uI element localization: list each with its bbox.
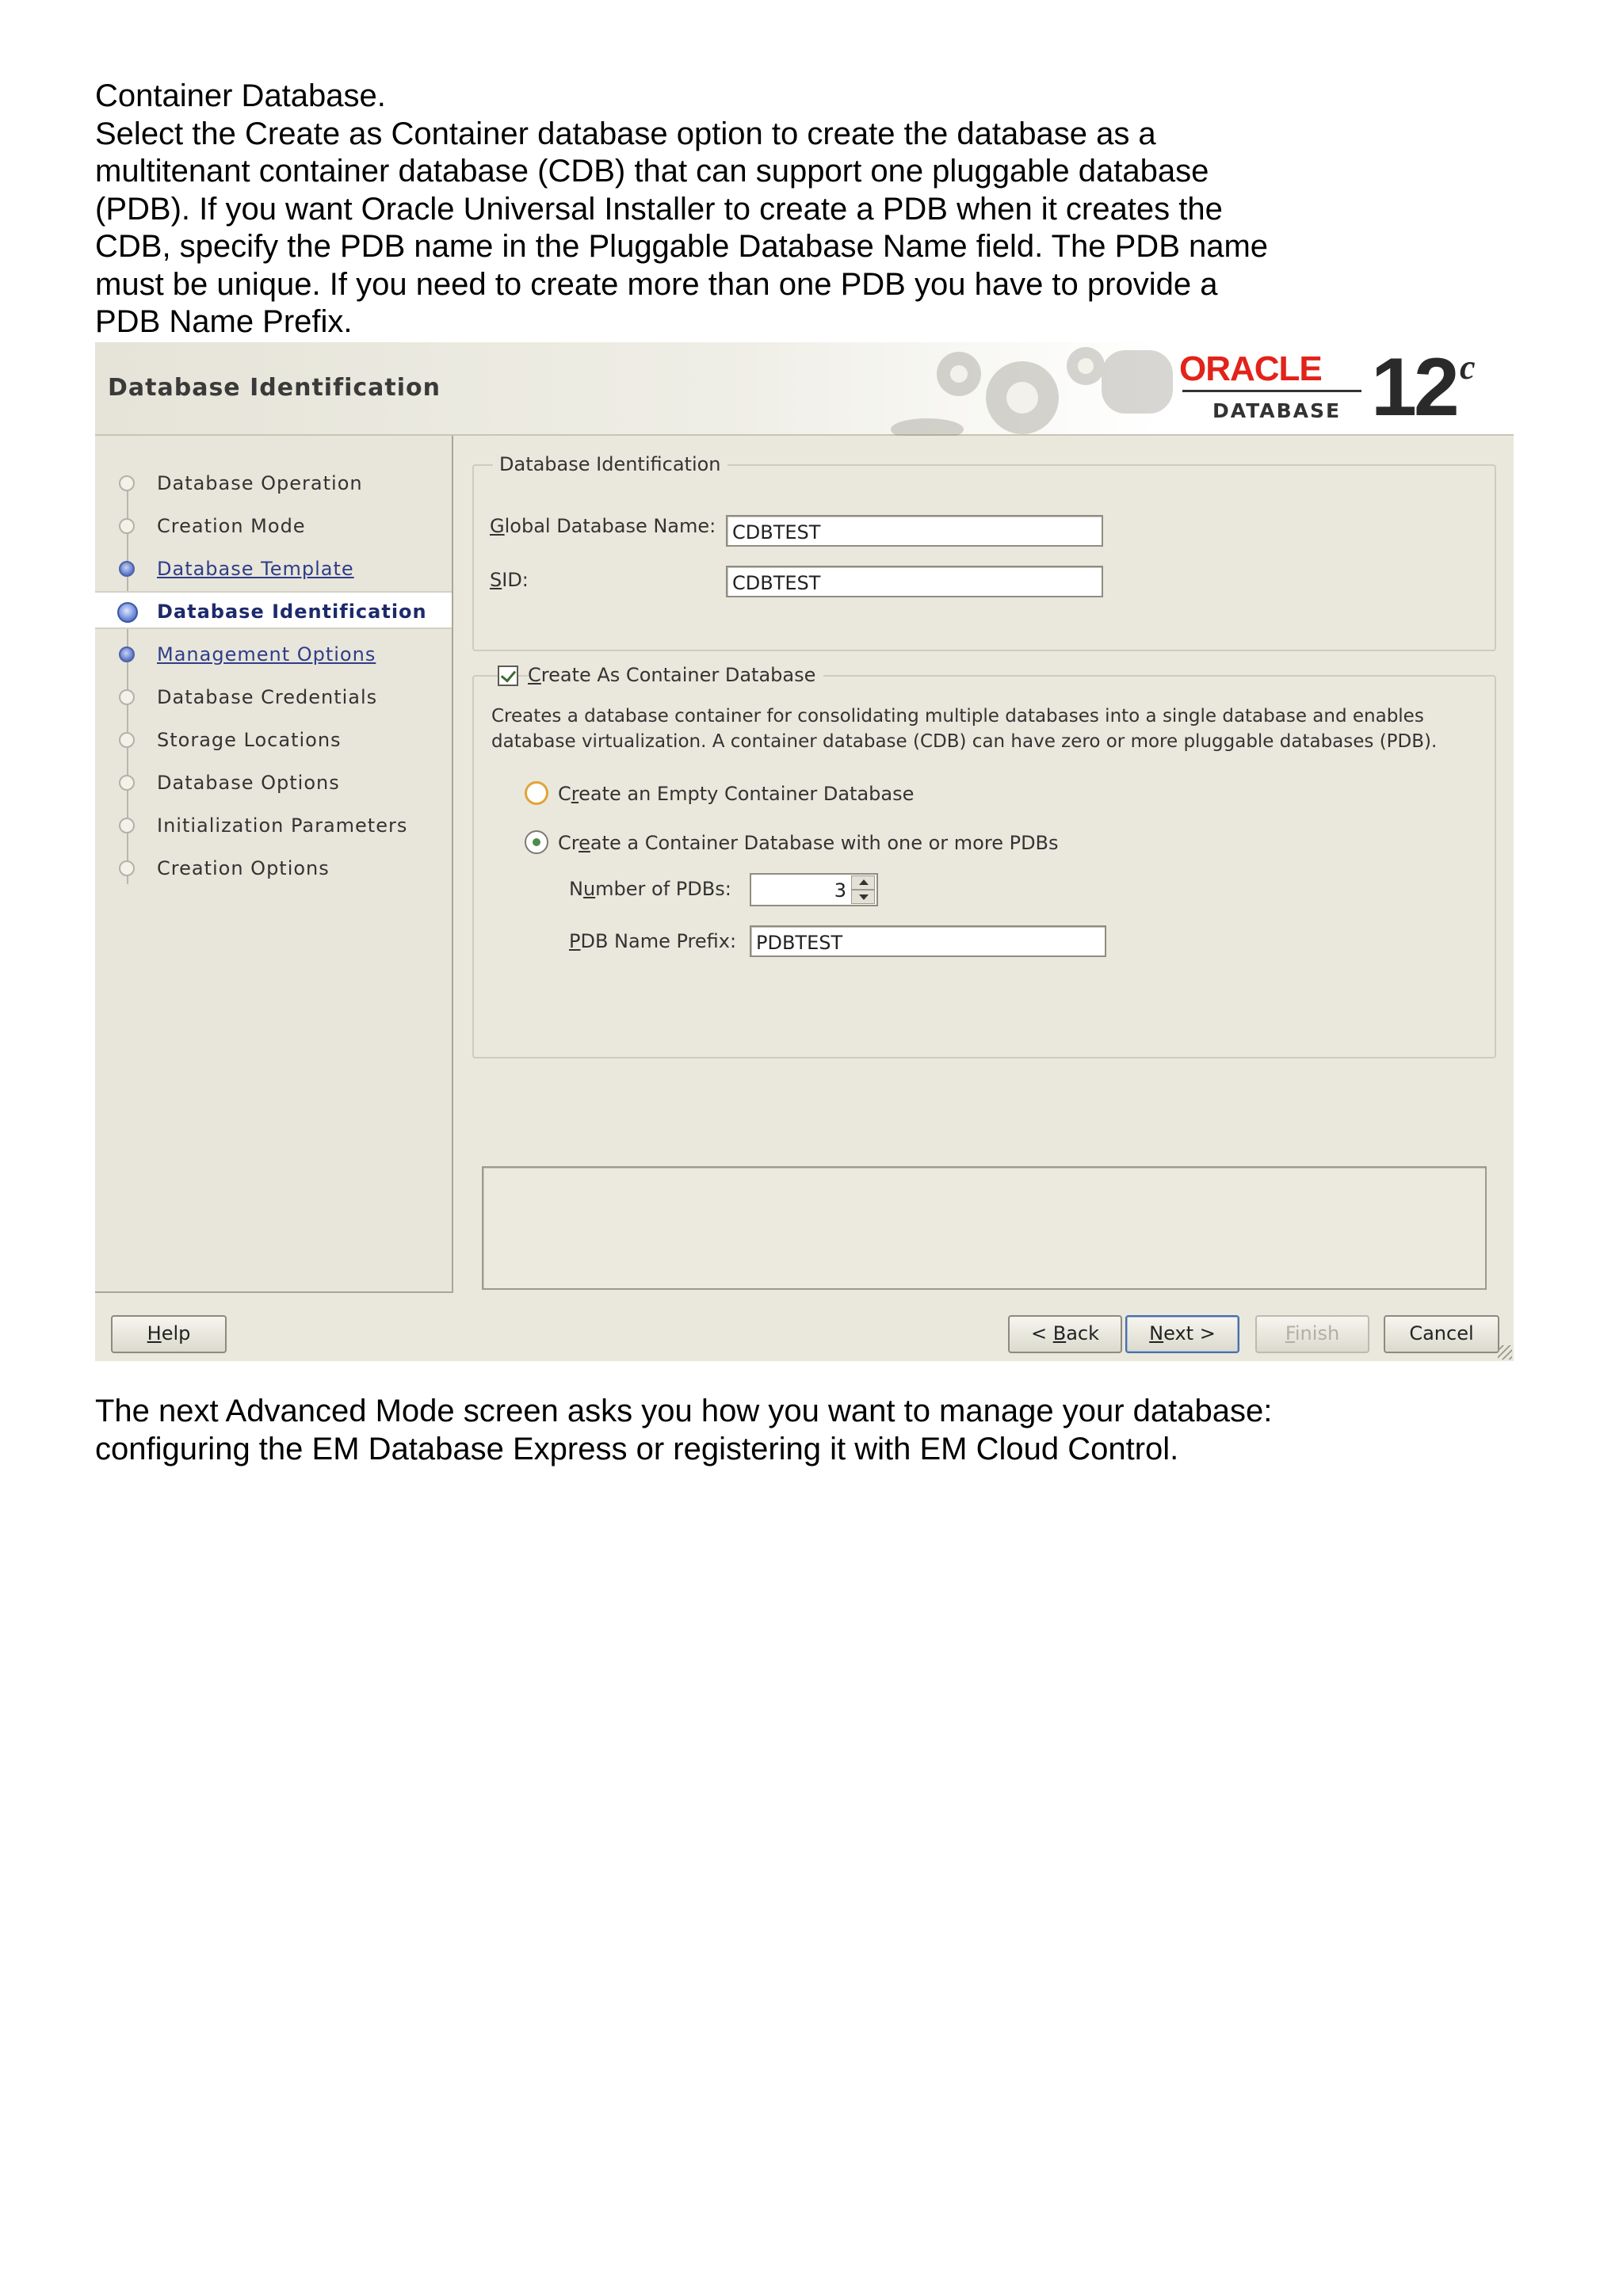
intro-line: must be unique. If you need to create more than one PDB you have to provide a bbox=[95, 266, 1218, 302]
step-database-credentials bbox=[95, 678, 452, 716]
spin-down-icon[interactable] bbox=[851, 890, 875, 904]
identification-group-title: Database Identification bbox=[493, 453, 727, 475]
logo-divider bbox=[1182, 390, 1361, 392]
back-button[interactable]: < Back bbox=[1008, 1315, 1122, 1353]
step-label: Creation Mode bbox=[157, 515, 306, 537]
global-database-name-input[interactable]: CDBTEST bbox=[726, 515, 1103, 547]
intro-line: CDB, specify the PDB name in the Pluggable Database Name field. The PDB name bbox=[95, 229, 1269, 264]
intro-line: (PDB). If you want Oracle Universal Installer to create a PDB when it creates the bbox=[95, 191, 1223, 227]
create-container-label[interactable]: Create As Container Database bbox=[528, 664, 823, 686]
spin-up-icon[interactable] bbox=[851, 875, 875, 890]
step-database-operation bbox=[95, 464, 452, 502]
help-button[interactable]: Help bbox=[111, 1315, 227, 1353]
step-label: Database Identification bbox=[157, 601, 427, 623]
logo-version: 12 bbox=[1371, 342, 1457, 433]
step-dot-icon bbox=[119, 561, 135, 577]
num-pdbs-spinner[interactable] bbox=[750, 873, 878, 906]
empty-container-radio[interactable] bbox=[525, 781, 548, 805]
step-initialization-parameters bbox=[95, 807, 452, 845]
empty-container-label[interactable]: Create an Empty Container Database bbox=[558, 783, 915, 805]
container-description: Creates a database container for consolidating multiple databases into a single database and enables database virtualization. A container database (CDB) can have zero or more pluggable databases (PDB). bbox=[491, 706, 1438, 752]
intro-line: multitenant container database (CDB) that can support one pluggable database bbox=[95, 154, 1209, 189]
step-storage-locations bbox=[95, 721, 452, 759]
step-label: Creation Options bbox=[157, 857, 330, 879]
step-dot-icon bbox=[119, 689, 135, 705]
pdb-prefix-label: PDB Name Prefix: bbox=[569, 930, 737, 952]
num-pdbs-label: Number of PDBs: bbox=[569, 878, 731, 900]
step-label: Database Operation bbox=[157, 472, 363, 494]
step-dot-icon bbox=[119, 818, 135, 833]
logo-product: DATABASE bbox=[1212, 399, 1342, 422]
step-creation-mode bbox=[95, 507, 452, 545]
next-button[interactable]: Next > bbox=[1125, 1315, 1239, 1353]
oracle-logo-text: ORACLE bbox=[1179, 350, 1322, 385]
step-dot-icon bbox=[119, 646, 135, 662]
container-with-pdbs-label[interactable]: Create a Container Database with one or more PDBs bbox=[558, 832, 1059, 854]
step-dot-icon bbox=[119, 775, 135, 791]
message-area bbox=[482, 1166, 1487, 1290]
sid-label: SID: bbox=[490, 569, 529, 591]
finish-button: Finish bbox=[1255, 1315, 1369, 1353]
global-name-label: Global Database Name: bbox=[490, 515, 716, 537]
step-dot-icon bbox=[119, 475, 135, 491]
step-dot-icon bbox=[119, 518, 135, 534]
outro-line: configuring the EM Database Express or registering it with EM Cloud Control. bbox=[95, 1431, 1179, 1466]
step-current-icon bbox=[117, 602, 138, 623]
oracle-logo bbox=[1179, 350, 1365, 385]
step-database-options bbox=[95, 764, 452, 802]
installer-window bbox=[95, 342, 1514, 1361]
sid-input[interactable]: CDBTEST bbox=[726, 566, 1103, 597]
step-management-options[interactable] bbox=[95, 635, 452, 673]
intro-line: PDB Name Prefix. bbox=[95, 304, 353, 339]
identification-group bbox=[472, 453, 1496, 651]
step-label[interactable]: Database Template bbox=[157, 558, 354, 580]
step-database-template[interactable] bbox=[95, 550, 452, 588]
step-label: Initialization Parameters bbox=[157, 814, 408, 837]
container-with-pdbs-radio[interactable] bbox=[525, 830, 548, 854]
create-container-checkbox[interactable] bbox=[498, 666, 518, 686]
outro-line: The next Advanced Mode screen asks you how you want to manage your database: bbox=[95, 1394, 1273, 1428]
step-label: Database Options bbox=[157, 772, 340, 794]
intro-line: Container Database. bbox=[95, 78, 386, 113]
step-label: Storage Locations bbox=[157, 729, 342, 751]
window-header bbox=[95, 342, 1514, 436]
num-pdbs-value[interactable]: 3 bbox=[834, 879, 846, 902]
intro-paragraph bbox=[95, 78, 1331, 341]
step-database-identification bbox=[95, 591, 452, 629]
step-dot-icon bbox=[119, 860, 135, 876]
page-title: Database Identification bbox=[108, 374, 441, 402]
wizard-steps bbox=[95, 436, 453, 1293]
resize-grip-icon[interactable] bbox=[1498, 1345, 1512, 1360]
logo-version-suffix: c bbox=[1460, 348, 1476, 387]
step-creation-options bbox=[95, 849, 452, 887]
step-label[interactable]: Management Options bbox=[157, 643, 376, 666]
cancel-button[interactable]: Cancel bbox=[1384, 1315, 1499, 1353]
step-label: Database Credentials bbox=[157, 686, 378, 708]
outro-paragraph bbox=[95, 1393, 1331, 1468]
intro-line: Select the Create as Container database option to create the database as a bbox=[95, 116, 1156, 151]
step-dot-icon bbox=[119, 732, 135, 748]
pdb-name-prefix-input[interactable]: PDBTEST bbox=[750, 925, 1106, 957]
